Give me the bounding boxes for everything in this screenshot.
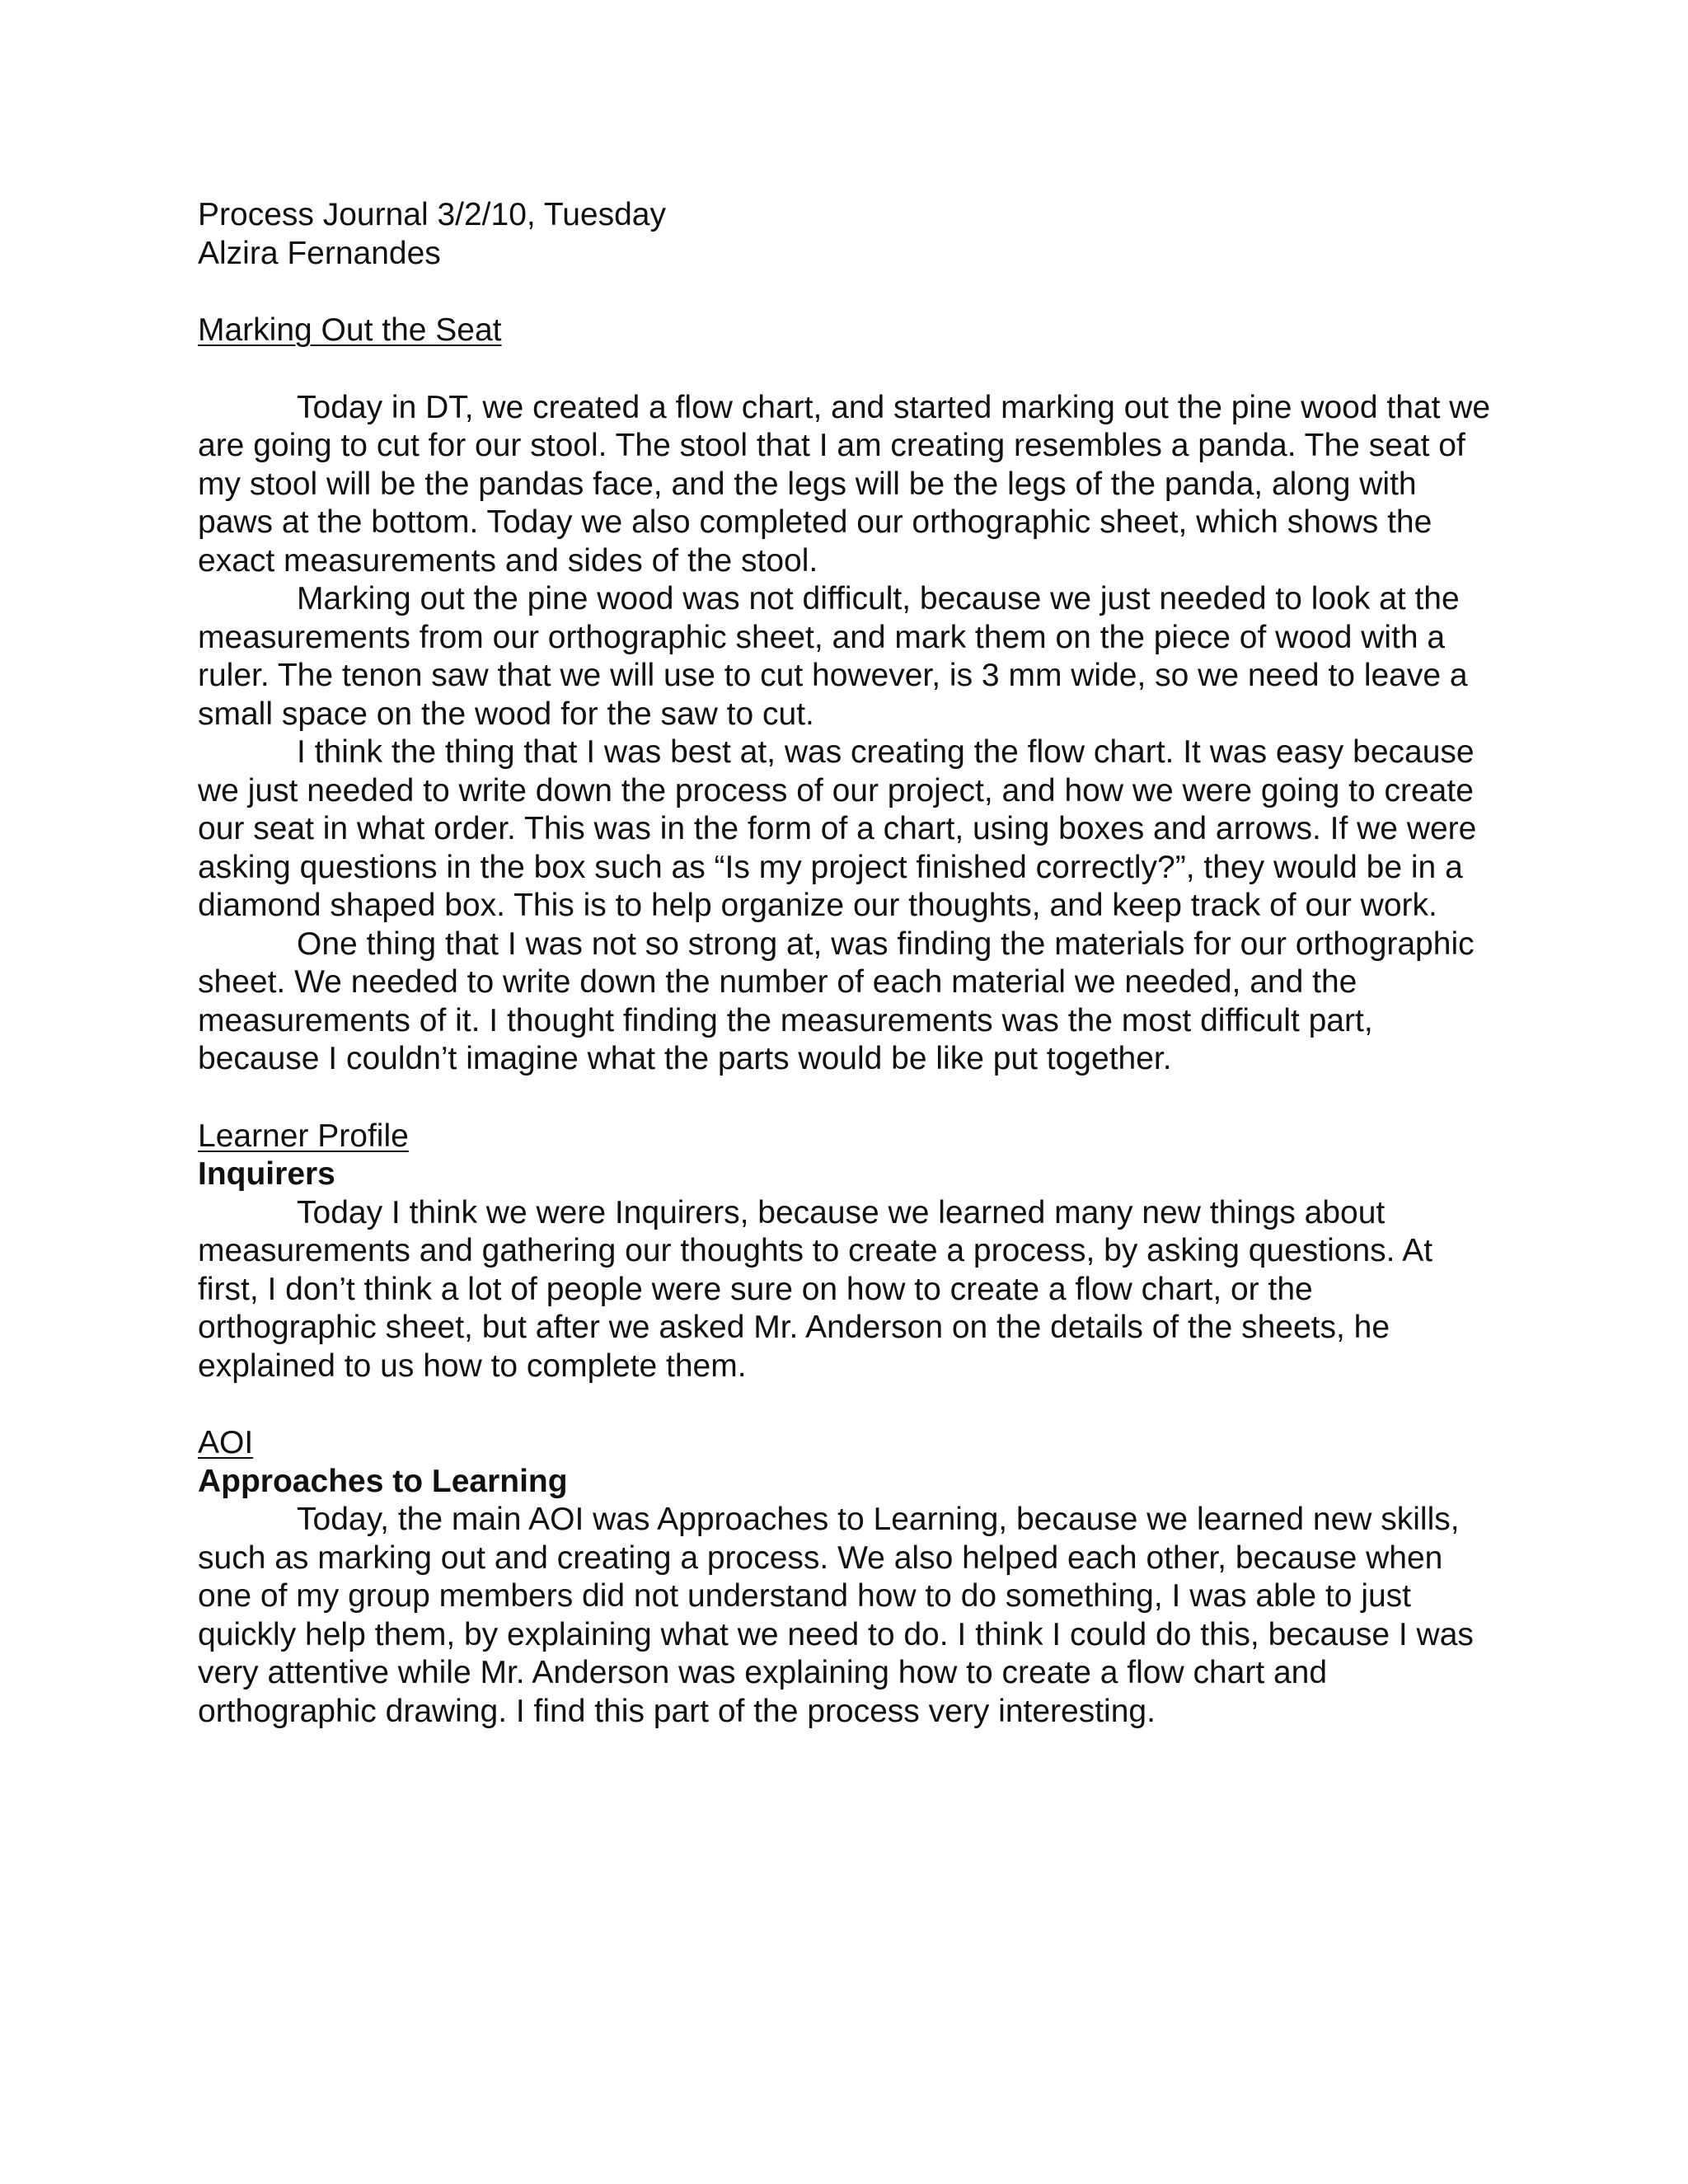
paragraph: One thing that I was not so strong at, was finding the materials for our orthographic sheet. We needed to write down the number of each material we needed, and the measurements of it. I thought finding the measurements was the most difficult part, because I couldn’t imagine what the parts would be like put together. — [198, 926, 1475, 1076]
journal-page — [198, 196, 1492, 1731]
section-heading-marking: Marking Out the Seat — [198, 312, 502, 348]
paragraph: Marking out the pine wood was not difficult, because we just needed to look at the measurements from our orthographic sheet, and mark them on the piece of wood with a ruler. The tenon saw that we will use to cut however, is 3 mm wide, so we need to leave a small space on the wood for the saw to cut. — [198, 581, 1468, 732]
section-body-learner-profile — [198, 1194, 1492, 1386]
section-heading-aoi: AOI — [198, 1425, 254, 1460]
section-heading-learner-profile: Learner Profile — [198, 1118, 409, 1154]
spacer — [198, 1385, 1492, 1424]
subheading-approaches: Approaches to Learning — [198, 1463, 568, 1499]
spacer — [198, 273, 1492, 312]
subheading-inquirers: Inquirers — [198, 1156, 335, 1192]
spacer — [198, 1079, 1492, 1118]
paragraph: Today, the main AOI was Approaches to Learning, because we learned new skills, such as marking out and creating a process. We also helped each other, because when one of my group members did not understand how to do something, I was able to just quickly help them, by explaining what we need to do. I think I could do this, because I was very attentive while Mr. Anderson was explaining how to create a flow chart and orthographic drawing. I find this part of the process very interesting. — [198, 1502, 1474, 1729]
paragraph: Today I think we were Inquirers, because we learned many new things about measurements and gathering our thoughts to create a process, by asking questions. At first, I don’t think a lot of people were sure on how to create a flow chart, or the orthographic sheet, but after we asked Mr. Anderson on the details of the sheets, he explained to us how to complete them. — [198, 1194, 1433, 1384]
spacer — [198, 350, 1492, 389]
paragraph: Today in DT, we created a flow chart, and started marking out the pine wood that we are going to cut for our stool. The stool that I am creating resembles a panda. The seat of my stool will be the pandas face, and the legs will be the legs of the panda, along with paws at the bottom. Today we also completed our orthographic sheet, which shows the exact measurements and sides of the stool. — [198, 389, 1491, 579]
section-body-marking — [198, 389, 1492, 1079]
author-name: Alzira Fernandes — [198, 235, 441, 271]
paragraph: I think the thing that I was best at, was creating the flow chart. It was easy because we just needed to write down the process of our project, and how we were going to create our seat in what order. This was in the form of a chart, using boxes and arrows. If we were asking questions in the box such as “Is my project finished correctly?”, they would be in a diamond shaped box. This is to help organize our thoughts, and keep track of our work. — [198, 734, 1477, 923]
section-body-aoi — [198, 1501, 1492, 1731]
journal-title: Process Journal 3/2/10, Tuesday — [198, 197, 666, 232]
